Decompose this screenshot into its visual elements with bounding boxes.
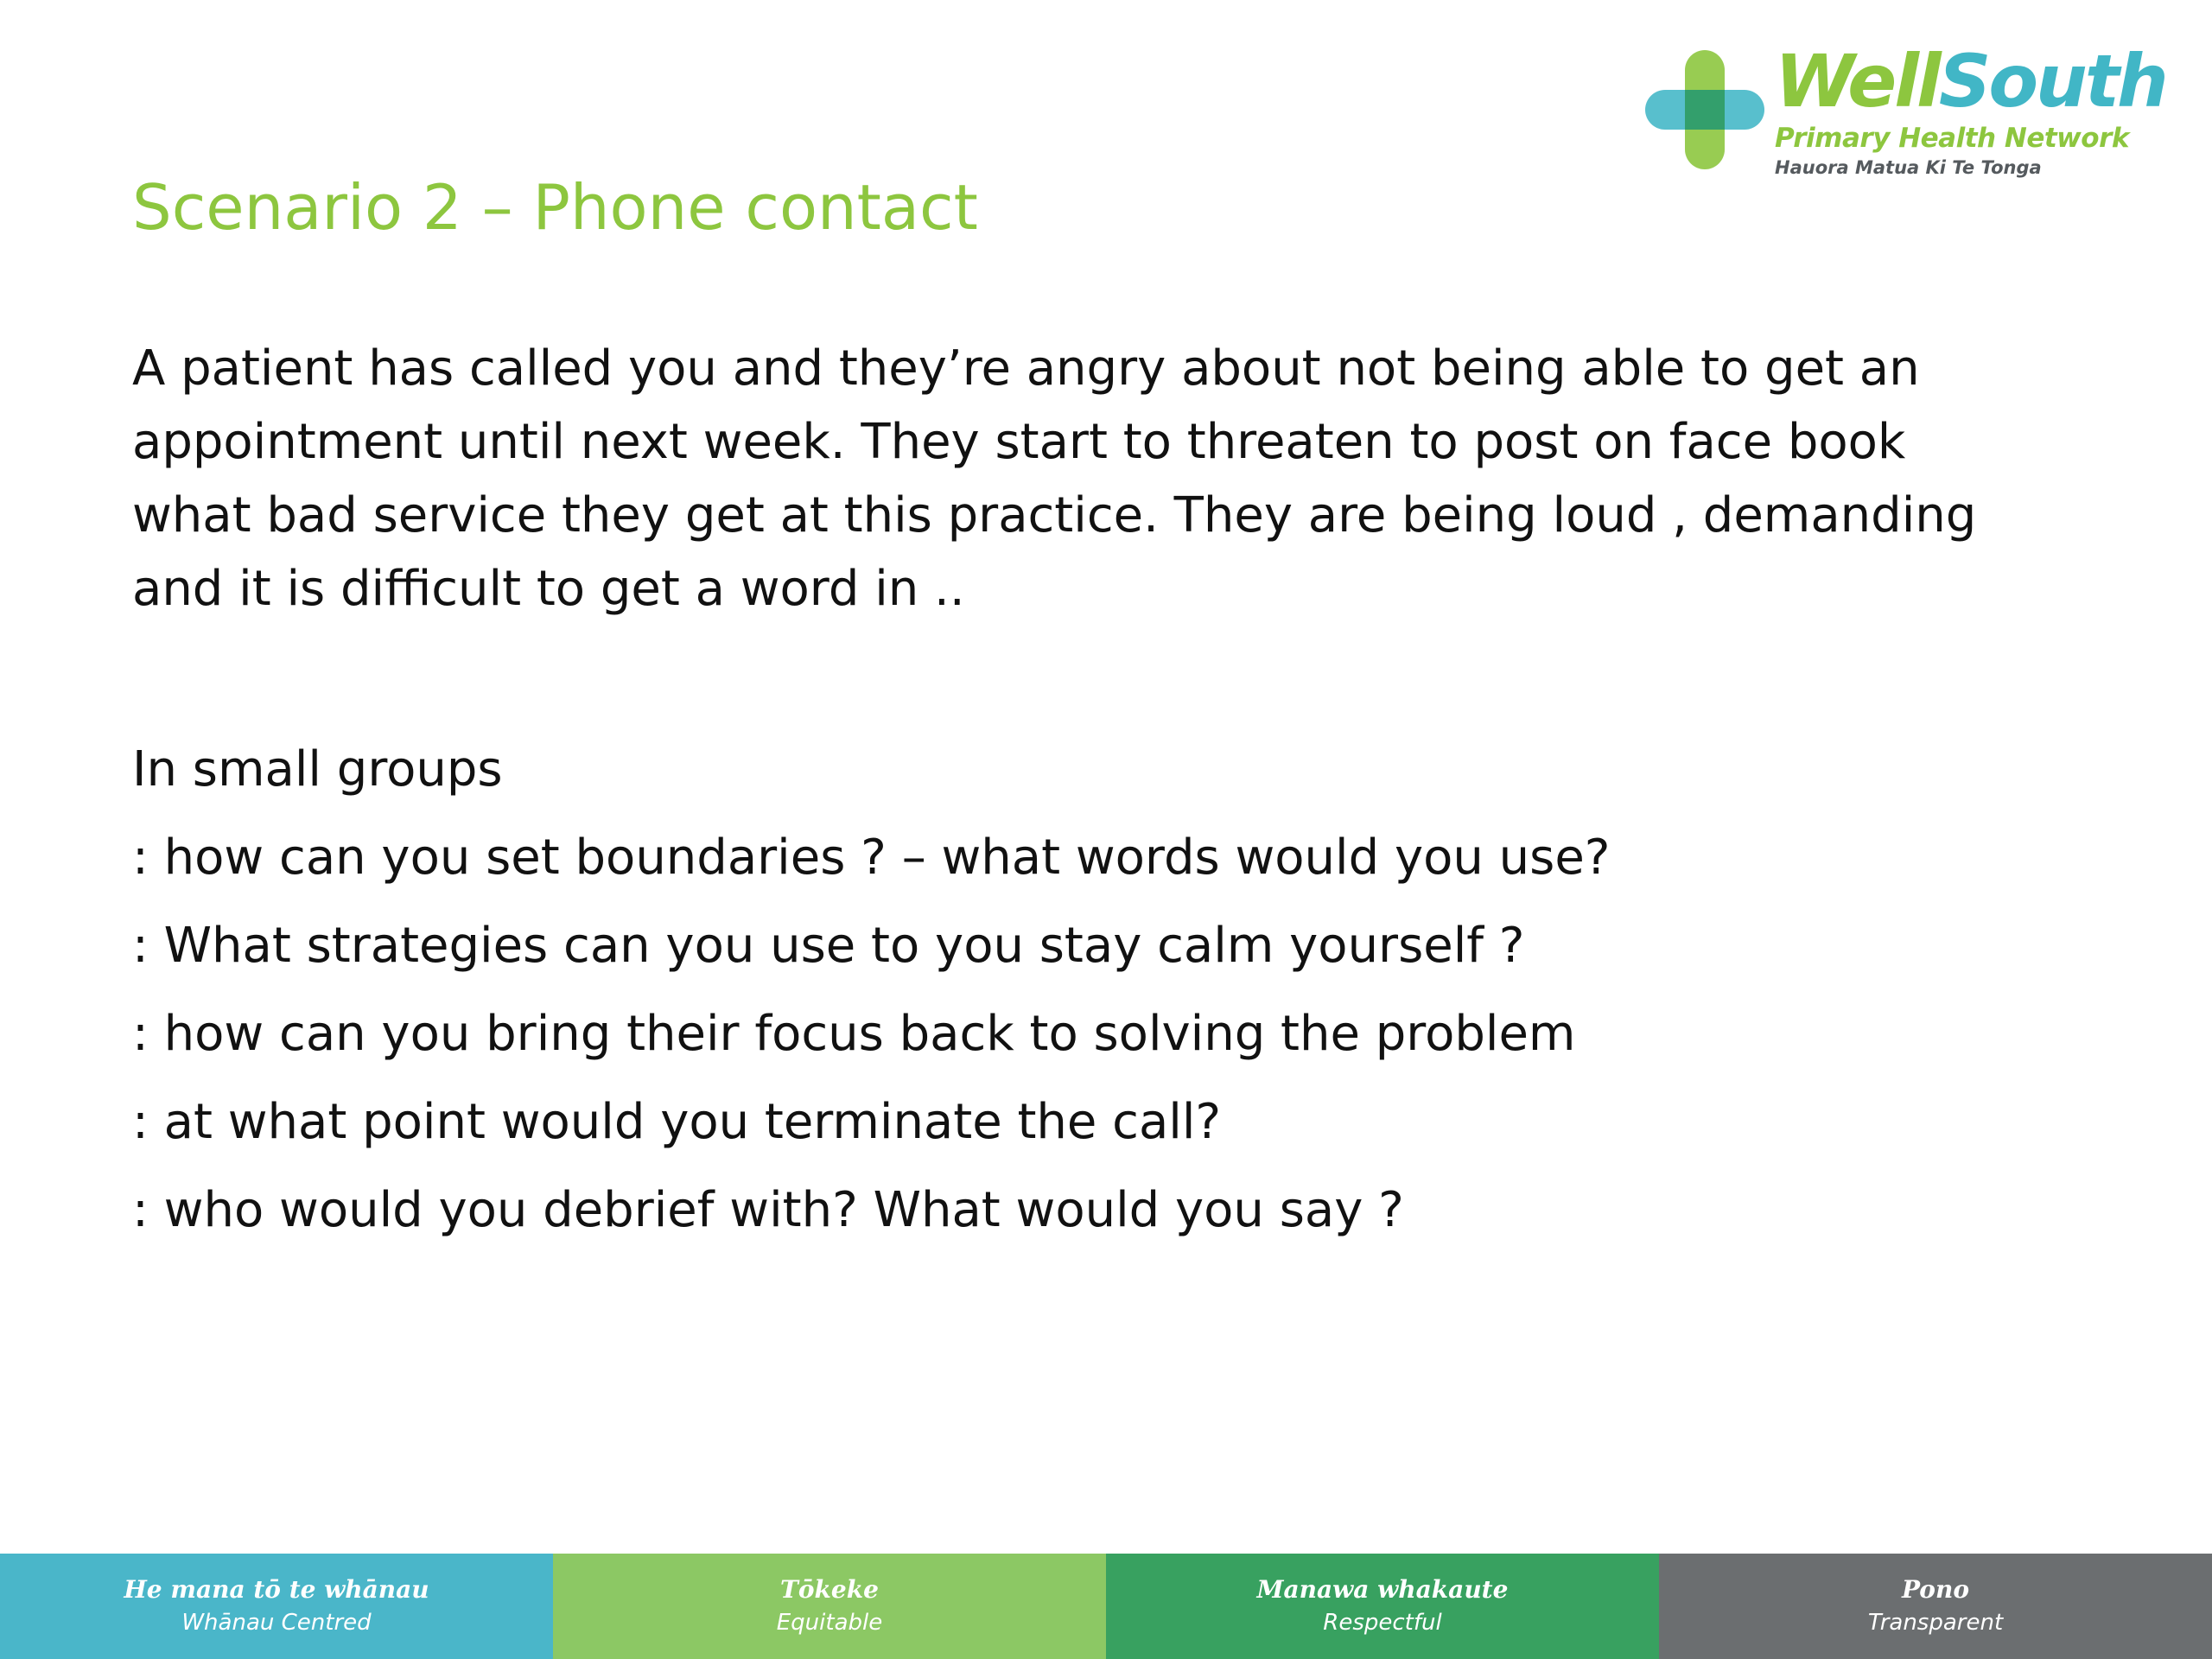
scenario-description: A patient has called you and they’re angry about not being able to get an appointment until next week. They start to threaten to post on face book what bad service they get at this practice. They are being loud , demanding and it is difficult to get a word in .. <box>132 340 1977 617</box>
value-english-label: Equitable <box>776 1610 883 1636</box>
logo-text <box>1775 39 2166 180</box>
question-item: : What strategies can you use to you stay calm yourself ? <box>132 918 1525 974</box>
discussion-list <box>132 726 2102 1255</box>
value-transparent <box>1659 1554 2212 1659</box>
logo-name-well: Well <box>1775 39 1939 124</box>
logo-name-south: South <box>1938 39 2166 124</box>
value-english-label: Transparent <box>1867 1610 2004 1636</box>
value-maori-label: He mana tō te whānau <box>124 1575 429 1604</box>
question-item: : at what point would you terminate the call? <box>132 1094 1222 1150</box>
value-whanau-centred <box>0 1554 553 1659</box>
question-item: : how can you bring their focus back to solving the problem <box>132 1006 1576 1062</box>
values-footer <box>0 1554 2212 1659</box>
value-equitable <box>553 1554 1106 1659</box>
wellsouth-logo <box>1642 39 2166 178</box>
value-maori-label: Tōkeke <box>780 1575 879 1604</box>
question-item: : who would you debrief with? What would you say ? <box>132 1182 1404 1238</box>
value-maori-label: Manawa whakaute <box>1256 1575 1509 1604</box>
medical-cross-icon <box>1642 47 1768 173</box>
logo-maori-name: Hauora Matua Ki Te Tonga <box>1775 157 2042 178</box>
value-respectful <box>1106 1554 1659 1659</box>
question-item: : how can you set boundaries ? – what words would you use? <box>132 830 1611 886</box>
slide-title: Scenario 2 – Phone contact <box>132 171 978 244</box>
value-maori-label: Pono <box>1901 1575 1969 1604</box>
value-english-label: Respectful <box>1323 1610 1442 1636</box>
groups-heading: In small groups <box>132 741 503 798</box>
value-english-label: Whānau Centred <box>181 1610 372 1636</box>
logo-name <box>1775 39 2166 124</box>
logo-subtitle: Primary Health Network <box>1775 123 2130 154</box>
